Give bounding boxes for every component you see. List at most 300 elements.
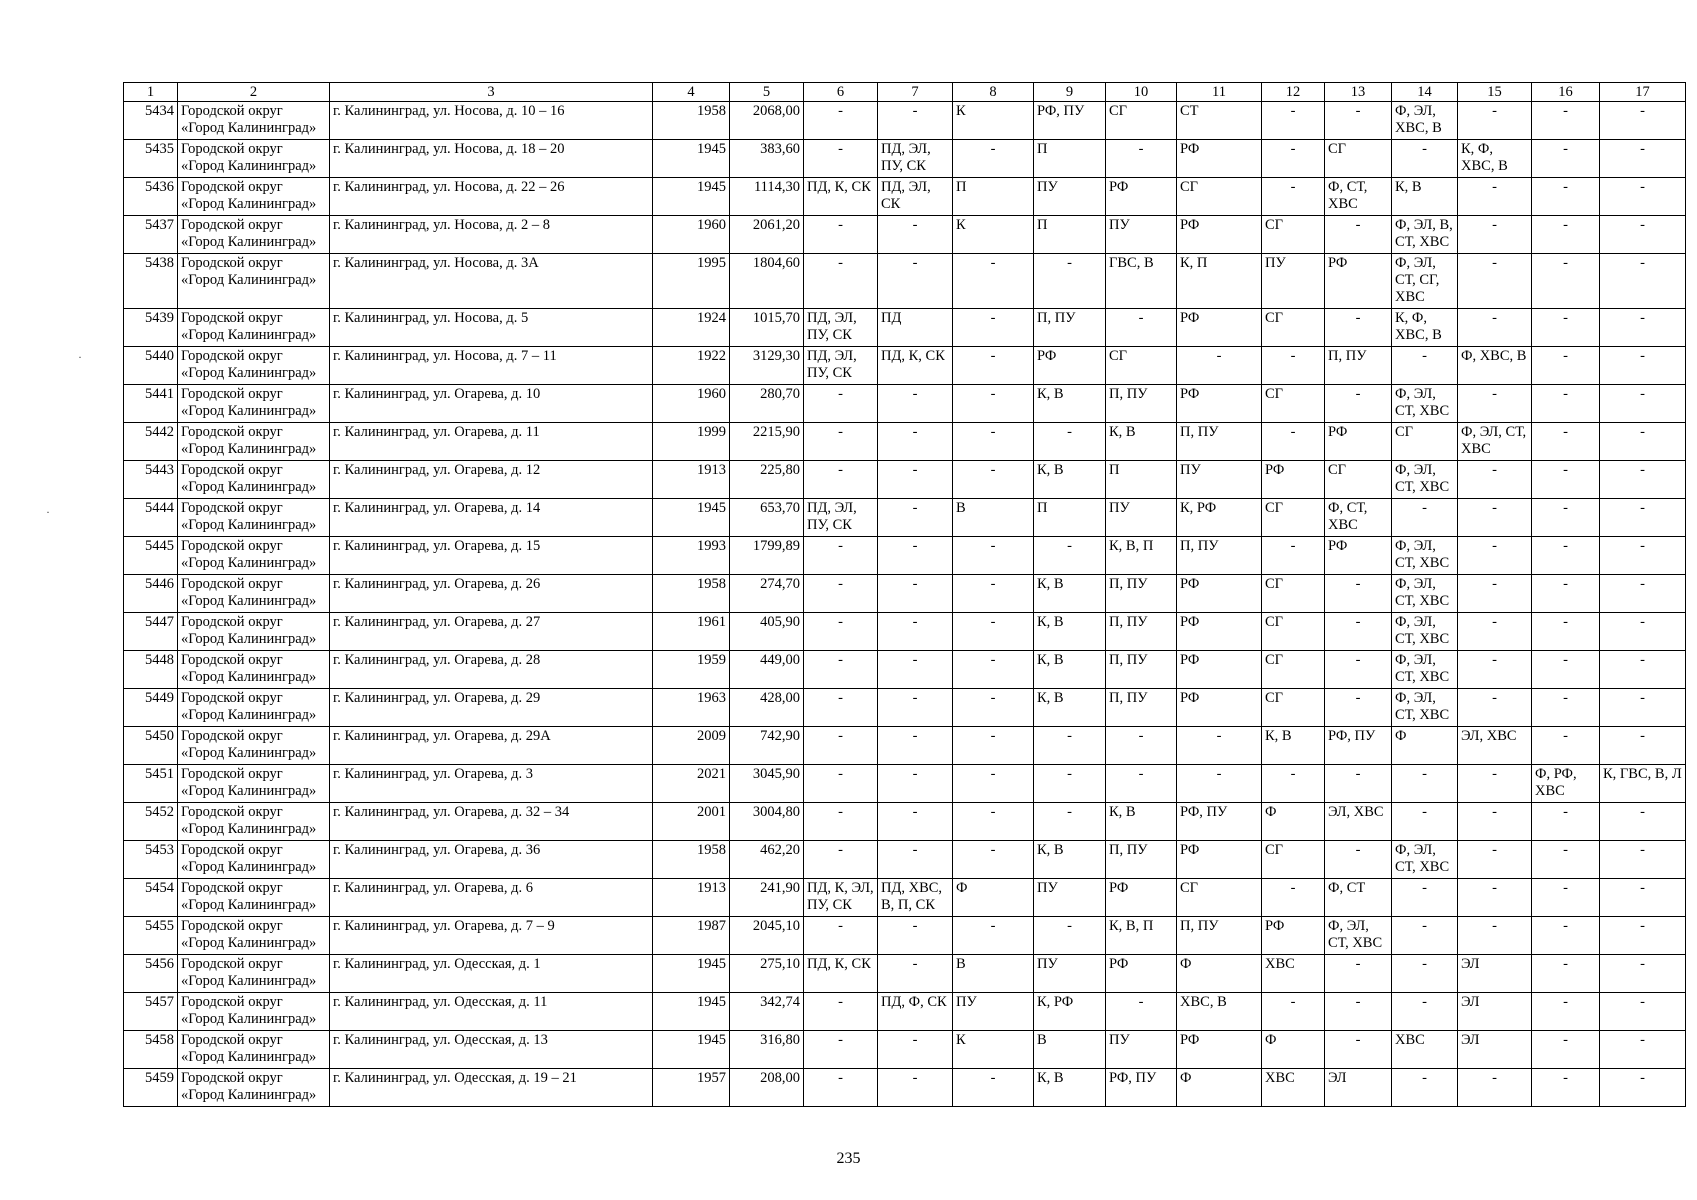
table-cell: ПУ [1034, 879, 1106, 917]
table-cell: - [804, 727, 878, 765]
table-cell: - [1532, 917, 1600, 955]
table-cell: - [1177, 765, 1262, 803]
table-cell: 5446 [124, 575, 178, 613]
table-cell: 5456 [124, 955, 178, 993]
table-cell: - [1262, 347, 1325, 385]
table-cell: - [1325, 309, 1392, 347]
table-cell: - [953, 309, 1034, 347]
table-cell: - [1600, 102, 1686, 140]
table-cell: РФ [1325, 537, 1392, 575]
table-cell: 2001 [653, 803, 730, 841]
table-cell: г. Калининград, ул. Огарева, д. 3 [330, 765, 653, 803]
table-cell: Ф [1177, 1069, 1262, 1107]
table-cell: - [1106, 765, 1177, 803]
table-cell: - [804, 385, 878, 423]
table-cell: РФ [1106, 955, 1177, 993]
margin-mark: · [46, 505, 50, 519]
table-cell: ПД, ЭЛ, ПУ, СК [878, 140, 953, 178]
table-cell: 1945 [653, 140, 730, 178]
table-cell: Городской округ «Город Калининград» [178, 102, 330, 140]
table-cell: г. Калининград, ул. Носова, д. 22 – 26 [330, 178, 653, 216]
table-cell: - [1392, 879, 1458, 917]
table-cell: 5438 [124, 254, 178, 309]
table-cell: - [953, 140, 1034, 178]
table-cell: Городской округ «Город Калининград» [178, 765, 330, 803]
table-cell: Ф, ЭЛ, СТ, ХВС [1392, 537, 1458, 575]
table-cell: г. Калининград, ул. Огарева, д. 29 [330, 689, 653, 727]
table-cell: - [1532, 1069, 1600, 1107]
column-header: 2 [178, 83, 330, 102]
table-cell: Городской округ «Город Калининград» [178, 461, 330, 499]
table-cell: - [1392, 917, 1458, 955]
table-cell: К, ГВС, В, Л [1600, 765, 1686, 803]
table-cell: ЭЛ [1458, 1031, 1532, 1069]
table-cell: - [1106, 309, 1177, 347]
table-cell: - [953, 385, 1034, 423]
column-header: 17 [1600, 83, 1686, 102]
table-cell: - [1458, 102, 1532, 140]
table-cell: г. Калининград, ул. Огарева, д. 6 [330, 879, 653, 917]
table-cell: К, В, П [1106, 537, 1177, 575]
table-cell: - [953, 917, 1034, 955]
table-cell: Ф, ЭЛ, СТ, ХВС [1392, 841, 1458, 879]
table-header-row [124, 83, 1686, 102]
table-cell: ЭЛ, ХВС [1325, 803, 1392, 841]
table-cell: - [1034, 254, 1106, 309]
table-cell: РФ [1177, 575, 1262, 613]
table-cell: 1961 [653, 613, 730, 651]
table-cell: г. Калининград, ул. Огарева, д. 11 [330, 423, 653, 461]
table-cell: г. Калининград, ул. Носова, д. 3А [330, 254, 653, 309]
table-cell: 5434 [124, 102, 178, 140]
table-cell: РФ [1106, 178, 1177, 216]
table-cell: П [1034, 499, 1106, 537]
table-cell: - [1458, 841, 1532, 879]
table-cell: 1963 [653, 689, 730, 727]
table-cell: Ф, ЭЛ, СТ, ХВС [1392, 461, 1458, 499]
table-cell: СГ [1177, 879, 1262, 917]
table-cell: - [1325, 689, 1392, 727]
table-cell: - [1106, 140, 1177, 178]
column-header: 16 [1532, 83, 1600, 102]
table-cell: РФ [1177, 651, 1262, 689]
table-cell: - [1458, 765, 1532, 803]
table-cell: - [804, 841, 878, 879]
table-cell: ПД, К, ЭЛ, ПУ, СК [804, 879, 878, 917]
table-cell: 1957 [653, 1069, 730, 1107]
table-cell: 5440 [124, 347, 178, 385]
table-cell: - [878, 216, 953, 254]
table-cell: РФ, ПУ [1034, 102, 1106, 140]
table-cell: К, П [1177, 254, 1262, 309]
table-cell: Городской округ «Город Калининград» [178, 613, 330, 651]
table-cell: - [804, 993, 878, 1031]
table-cell: - [1532, 347, 1600, 385]
table-cell: - [1532, 651, 1600, 689]
table-cell: - [1600, 879, 1686, 917]
table-cell: - [878, 499, 953, 537]
table-cell: - [1392, 803, 1458, 841]
column-header: 12 [1262, 83, 1325, 102]
table-cell: ПУ [1262, 254, 1325, 309]
table-cell: 342,74 [730, 993, 804, 1031]
table-cell: Городской округ «Город Калининград» [178, 651, 330, 689]
table-cell: К, В [1392, 178, 1458, 216]
table-cell: 274,70 [730, 575, 804, 613]
table-cell: - [1532, 537, 1600, 575]
table-cell: - [953, 347, 1034, 385]
table-cell: - [1458, 651, 1532, 689]
column-header: 15 [1458, 83, 1532, 102]
table-cell: 5439 [124, 309, 178, 347]
table-cell: Ф, ЭЛ, СТ, ХВС [1392, 385, 1458, 423]
table-cell: Ф, СТ, ХВС [1325, 178, 1392, 216]
table-cell: К, В [1034, 1069, 1106, 1107]
table-cell: - [1034, 423, 1106, 461]
table-cell: - [1458, 254, 1532, 309]
table-cell: СГ [1325, 461, 1392, 499]
table-cell: - [1262, 102, 1325, 140]
table-cell: 1960 [653, 385, 730, 423]
table-cell: - [1262, 140, 1325, 178]
table-cell: - [878, 955, 953, 993]
table-cell: РФ [1262, 917, 1325, 955]
table-cell: - [1262, 423, 1325, 461]
table-cell: - [1532, 613, 1600, 651]
table-cell: 5441 [124, 385, 178, 423]
table-cell: Ф, ЭЛ, СТ, СГ, ХВС [1392, 254, 1458, 309]
table-cell: - [1325, 955, 1392, 993]
table-cell: 1995 [653, 254, 730, 309]
column-header: 8 [953, 83, 1034, 102]
table-cell: - [1458, 178, 1532, 216]
table-cell: СГ [1177, 178, 1262, 216]
table-cell: - [1458, 613, 1532, 651]
table-cell: РФ [1325, 254, 1392, 309]
table-cell: - [1458, 537, 1532, 575]
table-cell: - [1600, 689, 1686, 727]
table-cell: 1959 [653, 651, 730, 689]
table-cell: 5449 [124, 689, 178, 727]
table-cell: - [1600, 841, 1686, 879]
table-cell: - [1532, 254, 1600, 309]
table-cell: - [1532, 841, 1600, 879]
table-cell: ПД, ЭЛ, ПУ, СК [804, 309, 878, 347]
table-cell: - [1392, 955, 1458, 993]
table-cell: П, ПУ [1106, 385, 1177, 423]
table-cell: - [804, 917, 878, 955]
table-cell: - [804, 575, 878, 613]
table-cell: 5436 [124, 178, 178, 216]
table-cell: г. Калининград, ул. Одесская, д. 11 [330, 993, 653, 1031]
column-header: 9 [1034, 83, 1106, 102]
table-cell: Городской округ «Город Калининград» [178, 993, 330, 1031]
table-cell: 5455 [124, 917, 178, 955]
table-cell: г. Калининград, ул. Носова, д. 18 – 20 [330, 140, 653, 178]
column-header: 10 [1106, 83, 1177, 102]
table-row [124, 917, 1686, 955]
table-cell: - [1532, 385, 1600, 423]
table-cell: 280,70 [730, 385, 804, 423]
table-cell: - [1600, 461, 1686, 499]
table-cell: ПД, ЭЛ, ПУ, СК [804, 347, 878, 385]
table-cell: РФ [1034, 347, 1106, 385]
table-cell: Ф, ЭЛ, СТ, ХВС [1392, 613, 1458, 651]
table-cell: - [1458, 689, 1532, 727]
table-cell: К, В [1262, 727, 1325, 765]
table-cell: г. Калининград, ул. Одесская, д. 19 – 21 [330, 1069, 653, 1107]
table-cell: СГ [1262, 499, 1325, 537]
table-cell: П, ПУ [1106, 613, 1177, 651]
table-cell: - [804, 1069, 878, 1107]
table-cell: - [1325, 1031, 1392, 1069]
table-cell: 1945 [653, 499, 730, 537]
table-cell: - [1600, 727, 1686, 765]
table-cell: Городской округ «Город Калининград» [178, 423, 330, 461]
table-cell: - [1106, 993, 1177, 1031]
table-cell: г. Калининград, ул. Одесская, д. 1 [330, 955, 653, 993]
table-cell: СГ [1106, 102, 1177, 140]
column-header: 3 [330, 83, 653, 102]
table-body [124, 102, 1686, 1107]
table-cell: - [1034, 727, 1106, 765]
table-cell: - [1532, 803, 1600, 841]
table-cell: П, ПУ [1177, 423, 1262, 461]
table-row [124, 765, 1686, 803]
table-cell: - [804, 216, 878, 254]
table-cell: Ф, ЭЛ, ХВС, В [1392, 102, 1458, 140]
table-cell: 5447 [124, 613, 178, 651]
column-header: 6 [804, 83, 878, 102]
table-cell: СТ [1177, 102, 1262, 140]
table-row [124, 993, 1686, 1031]
table-cell: Ф, ЭЛ, СТ, ХВС [1325, 917, 1392, 955]
table-cell: - [804, 803, 878, 841]
table-cell: РФ, ПУ [1106, 1069, 1177, 1107]
table-cell: г. Калининград, ул. Огарева, д. 26 [330, 575, 653, 613]
table-cell: РФ, ПУ [1177, 803, 1262, 841]
table-cell: П, ПУ [1177, 537, 1262, 575]
table-cell: Городской округ «Город Калининград» [178, 803, 330, 841]
table-cell: П, ПУ [1106, 841, 1177, 879]
table-cell: Ф [1177, 955, 1262, 993]
table-cell: 1960 [653, 216, 730, 254]
table-cell: П [1034, 216, 1106, 254]
table-cell: г. Калининград, ул. Огарева, д. 29А [330, 727, 653, 765]
table-cell: ПД, К, СК [804, 955, 878, 993]
table-cell: - [1532, 423, 1600, 461]
table-cell: Ф, СТ, ХВС [1325, 499, 1392, 537]
table-cell: Ф [1262, 1031, 1325, 1069]
table-cell: 1945 [653, 993, 730, 1031]
table-cell: 1945 [653, 178, 730, 216]
table-cell: СГ [1262, 613, 1325, 651]
table-cell: - [878, 765, 953, 803]
table-cell: Городской округ «Город Калининград» [178, 879, 330, 917]
table-cell: - [1600, 613, 1686, 651]
table-cell: ПД, К, СК [804, 178, 878, 216]
table-cell: - [1392, 499, 1458, 537]
housing-table [123, 82, 1686, 1107]
column-header: 11 [1177, 83, 1262, 102]
table-cell: Городской округ «Город Калининград» [178, 841, 330, 879]
table-cell: СГ [1262, 216, 1325, 254]
table-cell: П, ПУ [1106, 689, 1177, 727]
table-cell: 3129,30 [730, 347, 804, 385]
table-cell: Городской округ «Город Калининград» [178, 689, 330, 727]
table-cell: К, В [1106, 803, 1177, 841]
table-cell: - [1600, 216, 1686, 254]
table-cell: 275,10 [730, 955, 804, 993]
table-row [124, 955, 1686, 993]
table-cell: П, ПУ [1106, 651, 1177, 689]
table-cell: К, В [1034, 651, 1106, 689]
table-cell: Городской округ «Город Калининград» [178, 1069, 330, 1107]
table-cell: РФ [1177, 385, 1262, 423]
table-cell: - [1325, 613, 1392, 651]
table-row [124, 841, 1686, 879]
table-cell: П, ПУ [1034, 309, 1106, 347]
table-cell: - [878, 461, 953, 499]
table-cell: ЭЛ [1458, 993, 1532, 1031]
table-cell: - [1458, 216, 1532, 254]
table-cell: Ф, СТ [1325, 879, 1392, 917]
table-cell: - [1325, 765, 1392, 803]
table-cell: ПД, Ф, СК [878, 993, 953, 1031]
table-row [124, 613, 1686, 651]
table-cell: - [878, 254, 953, 309]
table-cell: РФ [1177, 140, 1262, 178]
table-cell: - [878, 727, 953, 765]
table-cell: 5448 [124, 651, 178, 689]
table-row [124, 309, 1686, 347]
table-cell: 2045,10 [730, 917, 804, 955]
table-cell: г. Калининград, ул. Носова, д. 7 – 11 [330, 347, 653, 385]
column-header: 13 [1325, 83, 1392, 102]
table-cell: - [1262, 178, 1325, 216]
table-cell: Городской округ «Город Калининград» [178, 537, 330, 575]
table-cell: - [953, 803, 1034, 841]
table-cell: В [1034, 1031, 1106, 1069]
table-cell: П [1106, 461, 1177, 499]
table-cell: ПУ [1106, 216, 1177, 254]
table-cell: П, ПУ [1325, 347, 1392, 385]
table-cell: ПУ [1106, 499, 1177, 537]
document-sheet [123, 82, 1686, 1107]
table-row [124, 140, 1686, 178]
table-cell: г. Калининград, ул. Носова, д. 2 – 8 [330, 216, 653, 254]
table-cell: - [1600, 385, 1686, 423]
table-cell: - [1600, 575, 1686, 613]
table-cell: СГ [1392, 423, 1458, 461]
table-cell: - [804, 651, 878, 689]
table-cell: ЭЛ [1325, 1069, 1392, 1107]
table-cell: г. Калининград, ул. Огарева, д. 12 [330, 461, 653, 499]
table-cell: - [1392, 993, 1458, 1031]
table-row [124, 385, 1686, 423]
table-cell: П [953, 178, 1034, 216]
table-cell: К, В [1034, 385, 1106, 423]
table-cell: - [804, 1031, 878, 1069]
table-cell: К, В [1034, 461, 1106, 499]
table-cell: - [1458, 385, 1532, 423]
table-cell: - [878, 423, 953, 461]
table-cell: П, ПУ [1177, 917, 1262, 955]
table-cell: 462,20 [730, 841, 804, 879]
table-cell: - [1532, 140, 1600, 178]
table-cell: 1015,70 [730, 309, 804, 347]
column-header: 4 [653, 83, 730, 102]
table-row [124, 537, 1686, 575]
table-cell: - [1532, 178, 1600, 216]
table-cell: РФ [1177, 841, 1262, 879]
table-cell: Городской округ «Город Калининград» [178, 254, 330, 309]
table-cell: В [953, 955, 1034, 993]
table-cell: Ф [953, 879, 1034, 917]
table-cell: - [1392, 1069, 1458, 1107]
table-cell: П, ПУ [1106, 575, 1177, 613]
table-cell: Городской округ «Город Калининград» [178, 347, 330, 385]
table-cell: 1958 [653, 841, 730, 879]
table-row [124, 347, 1686, 385]
table-cell: Городской округ «Город Калининград» [178, 955, 330, 993]
table-cell: Ф, РФ, ХВС [1532, 765, 1600, 803]
table-cell: - [804, 423, 878, 461]
table-cell: ПУ [1034, 955, 1106, 993]
table-cell: - [1532, 879, 1600, 917]
table-cell: Ф, ЭЛ, СТ, ХВС [1392, 689, 1458, 727]
table-cell: ПУ [1177, 461, 1262, 499]
table-cell: ПД [878, 309, 953, 347]
table-cell: 5444 [124, 499, 178, 537]
table-cell: - [878, 613, 953, 651]
table-cell: - [1458, 309, 1532, 347]
table-cell: К [953, 102, 1034, 140]
table-cell: - [1532, 1031, 1600, 1069]
table-row [124, 102, 1686, 140]
table-cell: - [1458, 879, 1532, 917]
table-cell: К, В [1106, 423, 1177, 461]
table-cell: 1958 [653, 102, 730, 140]
table-row [124, 1069, 1686, 1107]
table-cell: 1987 [653, 917, 730, 955]
table-cell: РФ [1177, 216, 1262, 254]
table-cell: - [953, 689, 1034, 727]
table-cell: В [953, 499, 1034, 537]
table-cell: - [804, 461, 878, 499]
table-cell: г. Калининград, ул. Огарева, д. 15 [330, 537, 653, 575]
table-cell: СГ [1262, 651, 1325, 689]
table-cell: - [953, 841, 1034, 879]
table-cell: ХВС [1262, 1069, 1325, 1107]
table-cell: ПД, ЭЛ, СК [878, 178, 953, 216]
table-cell: Ф, ЭЛ, СТ, ХВС [1392, 651, 1458, 689]
table-cell: 5451 [124, 765, 178, 803]
table-cell: Городской округ «Город Калининград» [178, 309, 330, 347]
table-cell: - [1458, 575, 1532, 613]
table-cell: - [1034, 917, 1106, 955]
table-cell: К [953, 1031, 1034, 1069]
table-cell: 1999 [653, 423, 730, 461]
table-cell: - [1392, 140, 1458, 178]
table-cell: 225,80 [730, 461, 804, 499]
table-cell: - [953, 1069, 1034, 1107]
table-cell: - [1325, 993, 1392, 1031]
table-cell: 1958 [653, 575, 730, 613]
table-cell: - [1106, 727, 1177, 765]
table-cell: ПД, ЭЛ, ПУ, СК [804, 499, 878, 537]
table-cell: - [1600, 803, 1686, 841]
